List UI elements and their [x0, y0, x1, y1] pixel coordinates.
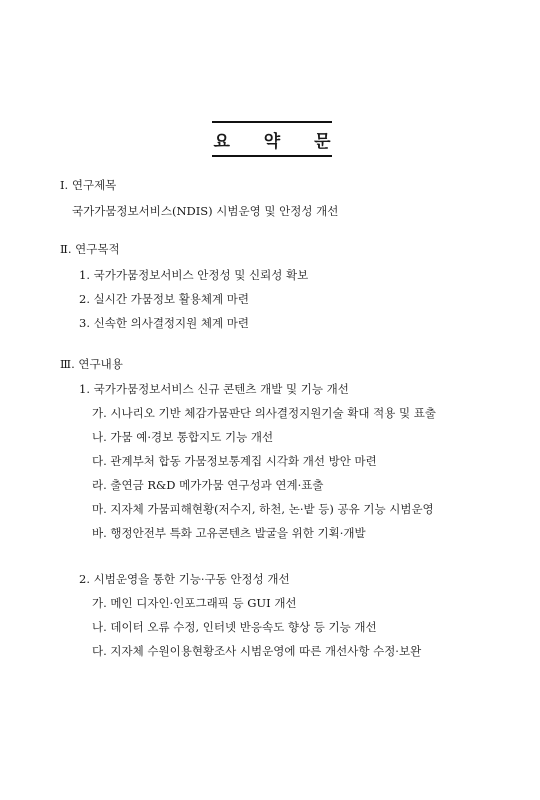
content-sub-item: 다. 지자체 수원이용현황조사 시범운영에 따른 개선사항 수정·보완	[92, 644, 422, 658]
section-3-heading: Ⅲ. 연구내용	[60, 357, 123, 371]
objective-item: 3. 신속한 의사결정지원 체계 마련	[79, 316, 250, 330]
content-group-label: 2. 시범운영을 통한 기능·구동 안정성 개선	[79, 572, 290, 586]
content-group-label: 1. 국가가뭄정보서비스 신규 콘텐츠 개발 및 기능 개선	[79, 382, 349, 396]
content-sub-item: 바. 행정안전부 특화 고유콘텐츠 발굴을 위한 기획·개발	[92, 526, 366, 540]
section-1-heading: Ⅰ. 연구제목	[60, 178, 117, 192]
content-sub-item: 마. 지자체 가뭄피해현황(저수지, 하천, 논·밭 등) 공유 기능 시범운영	[92, 502, 434, 516]
section-2-heading: Ⅱ. 연구목적	[60, 242, 120, 256]
content-sub-item: 가. 시나리오 기반 체감가뭄판단 의사결정지원기술 확대 적용 및 표출	[92, 406, 436, 420]
summary-title-box	[212, 121, 345, 157]
page-title: 요 약 문	[213, 131, 345, 152]
research-title-text: 국가가뭄정보서비스(NDIS) 시범운영 및 안정성 개선	[72, 204, 339, 218]
content-sub-item: 라. 출연금 R&D 메가가뭄 연구성과 연계·표출	[92, 478, 324, 492]
objective-item: 2. 실시간 가뭄정보 활용체계 마련	[79, 292, 250, 306]
objective-item: 1. 국가가뭄정보서비스 안정성 및 신뢰성 확보	[79, 268, 309, 282]
content-sub-item: 다. 관계부처 합동 가뭄정보통계집 시각화 개선 방안 마련	[92, 454, 377, 468]
content-sub-item: 나. 데이터 오류 수정, 인터넷 반응속도 향상 등 기능 개선	[92, 620, 377, 634]
content-sub-item: 나. 가뭄 예·경보 통합지도 기능 개선	[92, 430, 274, 444]
content-sub-item: 가. 메인 디자인·인포그래픽 등 GUI 개선	[92, 596, 297, 610]
